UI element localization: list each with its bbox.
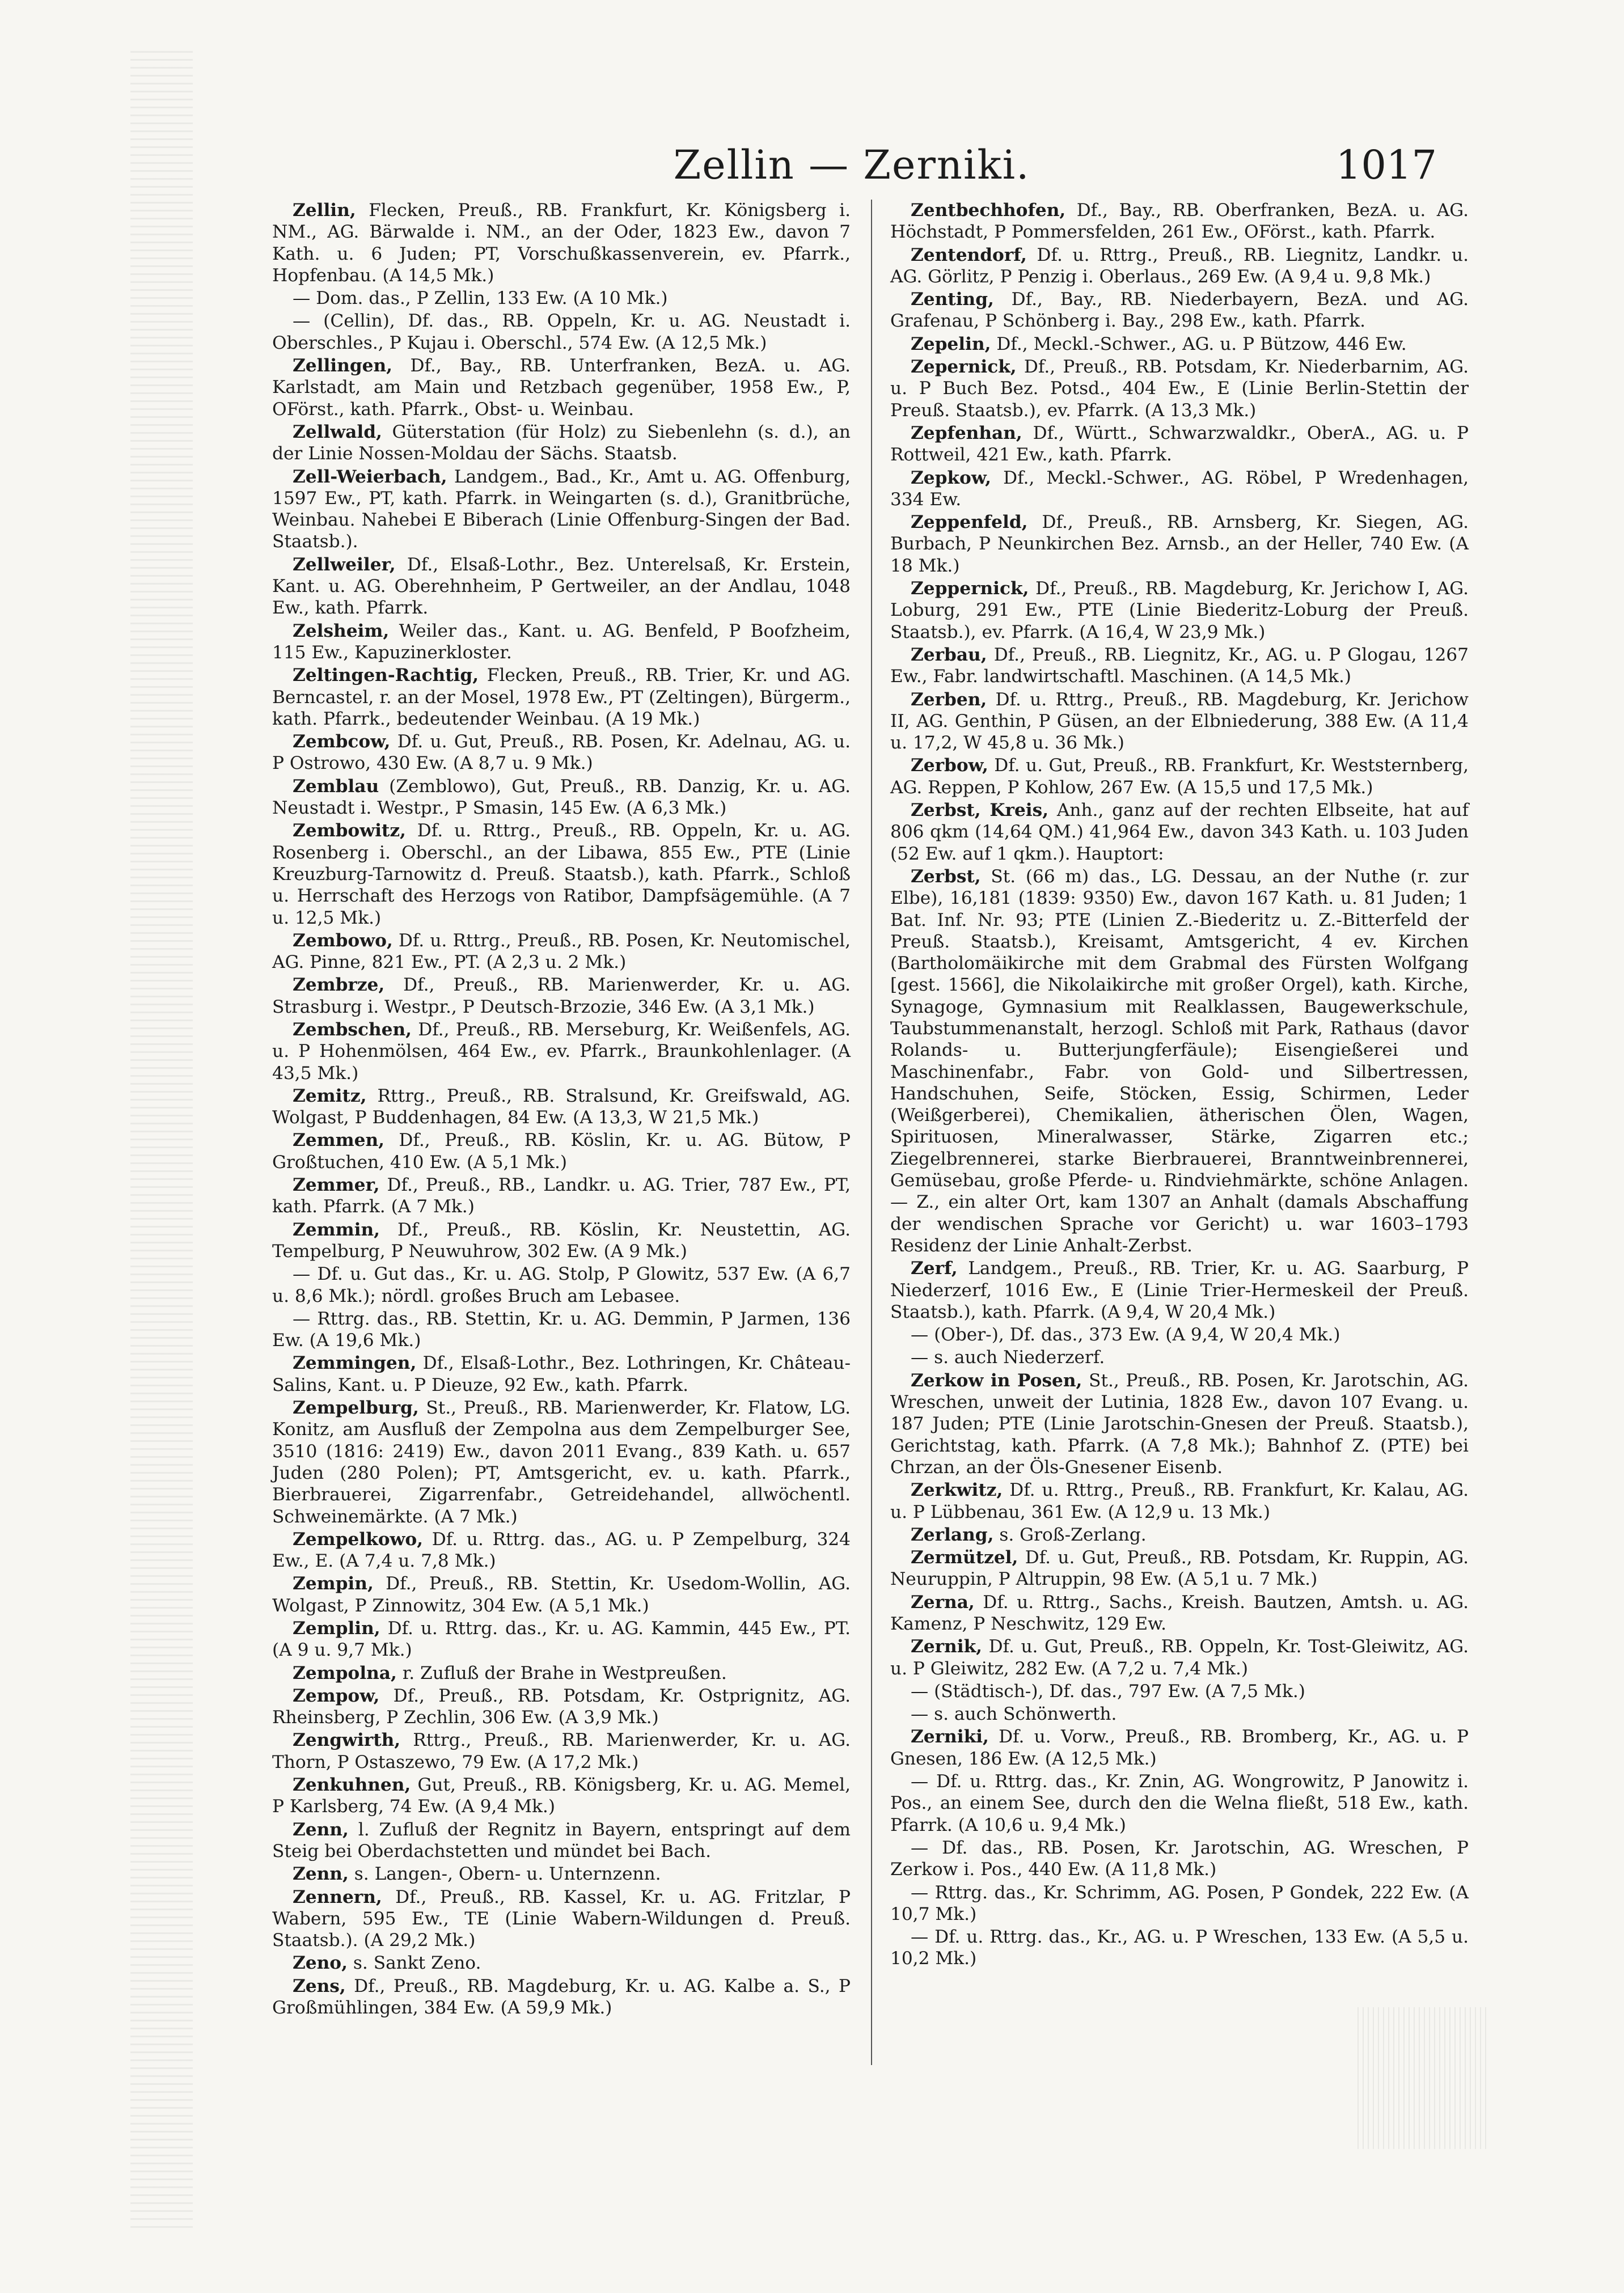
entry-text: Landgem., Preuß., RB. Trier, Kr. u. AG. Saarburg, P Niederzerf, 1016 Ew., E (Linie Trier-Hermeskeil der Preuß. Staatsb.), kath. Pfarrk. (A 9,4, W 20,4 Mk.)	[890, 1258, 1469, 1322]
entry-text: Anh., ganz auf der rechten Elbseite, hat auf 806 qkm (14,64 QM.) 41,964 Ew., davon 343 Kath. u. 103 Juden (52 Ew. auf 1 qkm.). Hauptort:	[890, 800, 1469, 864]
entry-headword: Zepelin,	[911, 333, 991, 354]
dictionary-entry	[272, 1662, 851, 1684]
entry-text: — Rttrg. das., Kr. Schrimm, AG. Posen, P Gondek, 222 Ew. (A 10,7 Mk.)	[890, 1882, 1469, 1924]
entry-headword: Zemblau	[293, 776, 379, 797]
dictionary-entry	[272, 554, 851, 619]
entry-text: Df., Preuß., RB. Kassel, Kr. u. AG. Fritzlar, P Wabern, 595 Ew., TE (Linie Wabern-Wildungen d. Preuß. Staatsb.). (A 29,2 Mk.)	[272, 1886, 851, 1951]
entry-text: r. Zufluß der Brahe in Westpreußen.	[396, 1662, 727, 1683]
entry-headword: Zempolna,	[293, 1662, 397, 1683]
entry-text: — Df. das., RB. Posen, Kr. Jarotschin, AG. Wreschen, P Zerkow i. Pos., 440 Ew. (A 11,8 Mk.)	[890, 1837, 1469, 1880]
entry-text: Df., Preuß., RB. Köslin, Kr. Neustettin, AG. Tempelburg, P Neuwuhrow, 302 Ew. (A 9 Mk.)	[272, 1219, 851, 1262]
entry-text: Flecken, Preuß., RB. Frankfurt, Kr. Königsberg i. NM., AG. Bärwalde i. NM., an der Oder, 1823 Ew., davon 7 Kath. u. 6 Juden; PT, Vorschußkassenverein, ev. Pfarrk., Hopfenbau. (A 14,5 Mk.)	[272, 200, 851, 286]
running-header	[267, 136, 1437, 198]
entry-text: Df., Elsaß-Lothr., Bez. Lothringen, Kr. Château-Salins, Kant. u. P Dieuze, 92 Ew., kath. Pfarrk.	[272, 1353, 851, 1395]
entry-text: Df., Preuß., RB. Magdeburg, Kr. u. AG. Kalbe a. S., P Großmühlingen, 384 Ew. (A 59,9 Mk.)	[272, 1975, 851, 2019]
entry-headword: Zenkuhnen,	[293, 1775, 411, 1796]
dictionary-entry	[890, 1258, 1469, 1323]
entry-headword: Zens,	[293, 1975, 346, 1996]
entry-headword: Zerf,	[911, 1258, 958, 1279]
entry-headword: Zeppenfeld,	[911, 512, 1028, 533]
entry-headword: Zerbow,	[911, 755, 988, 776]
dictionary-entry	[890, 1547, 1469, 1590]
entry-text: Df. u. Gut, Preuß., RB. Posen, Kr. Adelnau, AG. u. P Ostrowo, 430 Ew. (A 8,7 u. 9 Mk.)	[272, 731, 851, 774]
dictionary-entry	[890, 1479, 1469, 1523]
dictionary-entry	[272, 820, 851, 928]
entry-text: Df., Württ., Schwarzwaldkr., OberA., AG. u. P Rottweil, 421 Ew., kath. Pfarrk.	[890, 422, 1469, 466]
entry-text: Df. u. Rttrg., Preuß., RB. Oppeln, Kr. u. AG. Rosenberg i. Oberschl., an der Libawa, 855 Ew., PTE (Linie Kreuzburg-Tarnowitz d. Preuß. Staatsb.), kath. Pfarrk., Schloß u. Herrschaft des Herzogs von Ratibor, Dampfsägemühle. (A 7 u. 12,5 Mk.)	[272, 820, 851, 928]
dictionary-entry	[272, 1774, 851, 1818]
entry-text: Weiler das., Kant. u. AG. Benfeld, P Boofzheim, 115 Ew., Kapuzinerkloster.	[272, 620, 851, 663]
dictionary-entry	[272, 776, 851, 819]
dictionary-entry	[890, 289, 1469, 332]
dictionary-entry	[890, 1882, 1469, 1926]
entry-text: Df., Preuß., RB. Stettin, Kr. Usedom-Wollin, AG. Wolgast, P Zinnowitz, 304 Ew. (A 5,1 Mk.)	[272, 1573, 851, 1616]
entry-text: Df., Preuß., RB. Marienwerder, Kr. u. AG. Strasburg i. Westpr., P Deutsch-Brzozie, 346 Ew. (A 3,1 Mk.)	[272, 975, 851, 1017]
entry-text: — s. auch Niederzerf.	[911, 1347, 1105, 1368]
dictionary-entry	[272, 310, 851, 354]
entry-text: Df., Preuß., RB., Landkr. u. AG. Trier, 787 Ew., PT, kath. Pfarrk. (A 7 Mk.)	[272, 1175, 851, 1217]
entry-headword: Zelsheim,	[293, 620, 390, 641]
entry-text: Df., Preuß., RB. Arnsberg, Kr. Siegen, AG. Burbach, P Neunkirchen Bez. Arnsb., an der Heller, 740 Ew. (A 18 Mk.)	[890, 512, 1469, 576]
dictionary-entry	[272, 1019, 851, 1084]
entry-headword: Zeppernick,	[911, 578, 1029, 599]
dictionary-entry	[272, 200, 851, 286]
entry-headword: Zemmer,	[293, 1175, 380, 1196]
entry-headword: Zerben,	[911, 689, 987, 710]
entry-text: Df. u. Rttrg., Sachs., Kreish. Bautzen, Amtsh. u. AG. Kamenz, P Neschwitz, 129 Ew.	[890, 1592, 1469, 1634]
entry-headword: Zermützel,	[911, 1547, 1018, 1568]
entry-text: Df. u. Rttrg., Preuß., RB. Magdeburg, Kr. Jerichow II, AG. Genthin, P Güsen, an der Elbniederung, 388 Ew. (A 11,4 u. 17,2, W 45,8 u. 36 Mk.)	[890, 689, 1469, 754]
dictionary-entry	[890, 1681, 1469, 1702]
scan-smudge-artifact	[1357, 2007, 1488, 2149]
entry-text: Df. u. Gut, Preuß., RB. Oppeln, Kr. Tost-Gleiwitz, AG. u. P Gleiwitz, 282 Ew. (A 7,2 u. 7,4 Mk.)	[890, 1636, 1469, 1679]
entry-text: s. Langen-, Obern- u. Unternzenn.	[348, 1864, 661, 1885]
dictionary-entry	[272, 466, 851, 553]
dictionary-entry	[272, 1618, 851, 1661]
entry-text: — (Städtisch-), Df. das., 797 Ew. (A 7,5 Mk.)	[911, 1681, 1305, 1702]
entry-headword: Zemmen,	[293, 1130, 384, 1151]
entry-text: Güterstation (für Holz) zu Siebenlehn (s. d.), an der Linie Nossen-Moldau der Sächs. Staatsb.	[272, 421, 851, 464]
dictionary-entry	[890, 1324, 1469, 1346]
dictionary-entry	[272, 355, 851, 420]
entry-text: l. Zufluß der Regnitz in Bayern, entspringt auf dem Steig bei Oberdachstetten und mündet bei Bach.	[272, 1819, 851, 1862]
dictionary-entry	[272, 421, 851, 465]
entry-headword: Zembcow,	[293, 731, 391, 752]
dictionary-entry	[890, 1370, 1469, 1478]
entry-text: — Rttrg. das., RB. Stettin, Kr. u. AG. Demmin, P Jarmen, 136 Ew. (A 19,6 Mk.)	[272, 1308, 851, 1351]
entry-headword: Zemmin,	[293, 1219, 380, 1240]
dictionary-entry	[272, 1975, 851, 2019]
dictionary-entry	[890, 644, 1469, 688]
dictionary-entry	[272, 1819, 851, 1863]
dictionary-entry	[272, 287, 851, 309]
entry-headword: Zepfenhan,	[911, 422, 1022, 443]
dictionary-entry	[890, 1524, 1469, 1546]
entry-text: — (Cellin), Df. das., RB. Oppeln, Kr. u. AG. Neustadt i. Oberschles., P Kujau i. Oberschl., 574 Ew. (A 12,5 Mk.)	[272, 311, 851, 353]
dictionary-entry	[272, 930, 851, 974]
entry-headword: Zerniki,	[911, 1727, 989, 1748]
dictionary-entry	[890, 1837, 1469, 1881]
entry-headword: Zeltingen-Rachtig,	[293, 665, 479, 686]
dictionary-entry	[272, 974, 851, 1018]
entry-headword: Zennern,	[293, 1886, 382, 1907]
entry-headword: Zerbau,	[911, 644, 987, 665]
dictionary-entry	[890, 1347, 1469, 1368]
dictionary-entry	[272, 1352, 851, 1396]
entry-headword: Zempow,	[293, 1685, 380, 1706]
entry-text: Df. u. Rttrg., Preuß., RB. Frankfurt, Kr. Kalau, AG. u. P Lübbenau, 361 Ew. (A 12,9 u. 13 Mk.)	[890, 1480, 1469, 1522]
entry-headword: Zerbst, Kreis,	[911, 800, 1049, 821]
entry-headword: Zenn,	[293, 1819, 349, 1840]
entry-headword: Zellwald,	[293, 421, 382, 442]
entry-headword: Zeno,	[293, 1953, 348, 1974]
entry-text: — s. auch Schönwerth.	[911, 1704, 1117, 1725]
entry-headword: Zembrze,	[293, 975, 385, 996]
dictionary-entry	[890, 200, 1469, 243]
dictionary-entry	[272, 1952, 851, 1974]
dictionary-entry	[272, 1085, 851, 1129]
entry-text: Df. u. Vorw., Preuß., RB. Bromberg, Kr., AG. u. P Gnesen, 186 Ew. (A 12,5 Mk.)	[890, 1727, 1469, 1769]
dictionary-entry	[890, 1592, 1469, 1635]
entry-headword: Zernik,	[911, 1636, 983, 1657]
dictionary-entry	[272, 1573, 851, 1617]
entry-text: — Df. u. Rttrg. das., Kr., AG. u. P Wreschen, 133 Ew. (A 5,5 u. 10,2 Mk.)	[890, 1927, 1469, 1969]
entry-text: Df., Bay., RB. Unterfranken, BezA. u. AG. Karlstadt, am Main und Retzbach gegenüber, 1958 Ew., P, OFörst., kath. Pfarrk., Obst- u. Weinbau.	[272, 356, 851, 420]
entry-text: Gut, Preuß., RB. Königsberg, Kr. u. AG. Memel, P Karlsberg, 74 Ew. (A 9,4 Mk.)	[272, 1775, 851, 1817]
entry-text: s. Sankt Zeno.	[347, 1953, 481, 1974]
entry-headword: Zellweiler,	[293, 554, 396, 575]
dictionary-entry	[890, 1771, 1469, 1836]
entry-headword: Zengwirth,	[293, 1730, 401, 1751]
entry-text: Df., Bay., RB. Oberfranken, BezA. u. AG. Höchstadt, P Pommersfelden, 261 Ew., OFörst., kath. Pfarrk.	[890, 200, 1469, 243]
dictionary-entry	[272, 731, 851, 775]
dictionary-entry	[890, 1636, 1469, 1679]
entry-text: Df. u. Rttrg., Preuß., RB. Posen, Kr. Neutomischel, AG. Pinne, 821 Ew., PT. (A 2,3 u. 2 Mk.)	[272, 930, 851, 973]
dictionary-entry	[890, 356, 1469, 421]
dictionary-entry	[272, 1529, 851, 1572]
entry-text: St., Preuß., RB. Marienwerder, Kr. Flatow, LG. Konitz, am Ausfluß der Zempolna aus dem Zempelburger See, 3510 (1816: 2419) Ew., davon 2011 Evang., 839 Kath. u. 657 Juden (280 Polen); PT, Amtsgericht, ev. u. kath. Pfarrk., Bierbrauerei, Zigarrenfabr., Getreidehandel, allwöchentl. Schweinemärkte. (A 7 Mk.)	[272, 1398, 851, 1527]
entry-text: Df., Preuß., RB. Magdeburg, Kr. Jerichow I, AG. Loburg, 291 Ew., PTE (Linie Biederitz-Loburg der Preuß. Staatsb.), ev. Pfarrk. (A 16,4, W 23,9 Mk.)	[890, 578, 1469, 642]
right-column	[890, 200, 1469, 1971]
dictionary-entry	[272, 1174, 851, 1218]
dictionary-entry	[890, 755, 1469, 798]
dictionary-entry	[890, 467, 1469, 511]
dictionary-entry	[890, 1926, 1469, 1970]
dictionary-entry	[272, 620, 851, 664]
dictionary-entry	[272, 1219, 851, 1263]
entry-text: Df. u. Rttrg. das., Kr. u. AG. Kammin, 445 Ew., PT. (A 9 u. 9,7 Mk.)	[272, 1618, 851, 1661]
dictionary-entry	[272, 1685, 851, 1729]
entry-headword: Zell-Weierbach,	[293, 466, 447, 487]
entry-headword: Zempelburg,	[293, 1398, 419, 1419]
entry-text: St. (66 m) das., LG. Dessau, an der Nuthe (r. zur Elbe), 16,181 (1839: 9350) Ew., davon 167 Kath. u. 81 Juden; 1 Bat. Inf. Nr. 93; PTE (Linien Z.-Biederitz u. Z.-Bitterfeld der Preuß. Staatsb.), Kreisamt, Amtsgericht, 4 ev. Kirchen (Bartholomäikirche mit dem Grabmal des Fürsten Wolfgang [gest. 1566], die Nikolaikirche mit großer Orgel), kath. Kirche, Synagoge, Gymnasium mit Realklassen, Baugewerkschule, Taubstummenanstalt, herzogl. Schloß mit Park, Rathaus (davor Rolands- u. Butterjungferfäule); Eisengießerei und Maschinenfabr., Fabr. von Gold- und Silbertressen, Handschuhen, Seife, Stöcken, Essig, Schirmen, Leder (Weißgerberei), Chemikalien, ätherischen Ölen, Wagen, Spirituosen, Mineralwasser, Stärke, Zigarren etc.; Ziegelbrennerei, starke Bierbrauerei, Branntweinbrennerei, Gemüsebau, große Pferde- u. Rindviehmärkte, schöne Anlagen. — Z., ein alter Ort, kam 1307 an Anhalt (damals Abschaffung der wendischen Sprache vor Gericht) u. war 1603–1793 Residenz der Linie Anhalt-Zerbst.	[890, 866, 1469, 1256]
entry-text: Df., Meckl.-Schwer., AG. Röbel, P Wredenhagen, 334 Ew.	[890, 467, 1469, 510]
entry-text: Df., Preuß., RB. Potsdam, Kr. Niederbarnim, AG. u. P Buch Bez. Potsd., 404 Ew., E (Linie Berlin-Stettin der Preuß. Staatsb.), ev. Pfarrk. (A 13,3 Mk.)	[890, 357, 1469, 421]
entry-text: St., Preuß., RB. Posen, Kr. Jarotschin, AG. Wreschen, unweit der Lutinia, 1828 Ew., davon 107 Evang. u. 187 Juden; PTE (Linie Jarotschin-Gnesen der Preuß. Staatsb.), Gerichtstag, kath. Pfarrk. (A 7,8 Mk.); Bahnhof Z. (PTE) bei Chrzan, an der Öls-Gnesener Eisenb.	[890, 1370, 1469, 1478]
dictionary-entry	[890, 689, 1469, 754]
dictionary-entry	[890, 1726, 1469, 1770]
entry-headword: Zepernick,	[911, 357, 1017, 378]
scan-edge-artifact	[130, 51, 193, 2234]
entry-text: — Dom. das., P Zellin, 133 Ew. (A 10 Mk.)	[293, 288, 668, 309]
dictionary-entry	[890, 333, 1469, 355]
dictionary-entry	[272, 1397, 851, 1528]
entry-text: Df. u. Gut, Preuß., RB. Frankfurt, Kr. Weststernberg, AG. Reppen, P Kohlow, 267 Ew. (A 15,5 und 17,5 Mk.)	[890, 755, 1469, 798]
entry-headword: Zempelkowo,	[293, 1529, 424, 1550]
dictionary-entry	[890, 422, 1469, 466]
page-number: 1017	[1335, 142, 1437, 188]
entry-headword: Zerbst,	[911, 866, 981, 887]
entry-headword: Zembschen,	[293, 1019, 412, 1040]
dictionary-entry	[890, 1703, 1469, 1725]
entry-headword: Zemitz,	[293, 1085, 367, 1106]
entry-text: — Df. u. Rttrg. das., Kr. Znin, AG. Wongrowitz, P Janowitz i. Pos., an einem See, durch den die Welna fließt, 518 Ew., kath. Pfarrk. (A 10,6 u. 9,4 Mk.)	[890, 1771, 1469, 1835]
entry-headword: Zempin,	[293, 1573, 374, 1594]
dictionary-entry	[272, 1129, 851, 1173]
entry-headword: Zerna,	[911, 1592, 975, 1613]
dictionary-entry	[890, 244, 1469, 288]
entry-text: Df., Preuß., RB. Köslin, Kr. u. AG. Bütow, P Großtuchen, 410 Ew. (A 5,1 Mk.)	[272, 1130, 851, 1173]
entry-headword: Zellin,	[293, 200, 356, 221]
page-title: Zellin — Zerniki.	[673, 142, 1030, 188]
entry-headword: Zemmingen,	[293, 1353, 417, 1374]
entry-headword: Zembowo,	[293, 930, 393, 951]
entry-text: Df., Preuß., RB. Potsdam, Kr. Ostprignitz, AG. Rheinsberg, P Zechlin, 306 Ew. (A 3,9 Mk.)	[272, 1685, 851, 1728]
entry-text: Rttrg., Preuß., RB. Stralsund, Kr. Greifswald, AG. Wolgast, P Buddenhagen, 84 Ew. (A 13,3, W 21,5 Mk.)	[272, 1085, 851, 1128]
column-divider	[871, 200, 872, 2065]
entry-text: Df. u. Rttrg. das., AG. u. P Zempelburg, 324 Ew., E. (A 7,4 u. 7,8 Mk.)	[272, 1529, 851, 1572]
dictionary-entry	[272, 1863, 851, 1885]
dictionary-entry	[890, 511, 1469, 577]
dictionary-entry	[272, 1729, 851, 1773]
entry-text: Df. u. Gut, Preuß., RB. Potsdam, Kr. Ruppin, AG. Neuruppin, P Altruppin, 98 Ew. (A 5,1 u. 7 Mk.)	[890, 1547, 1469, 1590]
entry-text: Df., Meckl.-Schwer., AG. u. P Bützow, 446 Ew.	[991, 333, 1407, 354]
entry-text: Df. u. Rttrg., Preuß., RB. Liegnitz, Landkr. u. AG. Görlitz, P Penzig i. Oberlaus., 269 Ew. (A 9,4 u. 9,8 Mk.)	[890, 244, 1469, 287]
entry-headword: Zenn,	[293, 1864, 349, 1885]
dictionary-entry	[890, 866, 1469, 1257]
entry-text: Rttrg., Preuß., RB. Marienwerder, Kr. u. AG. Thorn, P Ostaszewo, 79 Ew. (A 17,2 Mk.)	[272, 1730, 851, 1772]
entry-text: Df., Elsaß-Lothr., Bez. Unterelsaß, Kr. Erstein, Kant. u. AG. Oberehnheim, P Gertweiler, an der Andlau, 1048 Ew., kath. Pfarrk.	[272, 554, 851, 619]
entry-headword: Zerlang,	[911, 1524, 994, 1545]
entry-headword: Zellingen,	[293, 356, 393, 376]
dictionary-entry	[890, 578, 1469, 643]
entry-text: s. Groß-Zerlang.	[993, 1524, 1147, 1545]
entry-headword: Zerkow in Posen,	[911, 1370, 1082, 1391]
entry-headword: Zepkow,	[911, 467, 991, 488]
entry-text: Df., Bay., RB. Niederbayern, BezA. und AG. Grafenau, P Schönberg i. Bay., 298 Ew., kath. Pfarrk.	[890, 289, 1469, 332]
dictionary-entry	[890, 799, 1469, 865]
entry-headword: Zenting,	[911, 289, 994, 310]
left-column	[272, 200, 851, 2020]
dictionary-entry	[272, 1308, 851, 1352]
dictionary-entry	[272, 1263, 851, 1307]
entry-headword: Zembowitz,	[293, 820, 406, 841]
dictionary-entry	[272, 1886, 851, 1952]
entry-text: Flecken, Preuß., RB. Trier, Kr. und AG. Berncastel, r. an der Mosel, 1978 Ew., PT (Zeltingen), Bürgerm., kath. Pfarrk., bedeutender Weinbau. (A 19 Mk.)	[272, 665, 851, 729]
entry-text: (Zemblowo), Gut, Preuß., RB. Danzig, Kr. u. AG. Neustadt i. Westpr., P Smasin, 145 Ew. (A 6,3 Mk.)	[272, 776, 851, 819]
entry-text: — Df. u. Gut das., Kr. u. AG. Stolp, P Glowitz, 537 Ew. (A 6,7 u. 8,6 Mk.); nördl. großes Bruch am Lebasee.	[272, 1264, 851, 1306]
entry-headword: Zerkwitz,	[911, 1480, 1003, 1501]
dictionary-entry	[272, 665, 851, 730]
entry-text: Df., Preuß., RB. Liegnitz, Kr., AG. u. P Glogau, 1267 Ew., Fabr. landwirtschaftl. Maschinen. (A 14,5 Mk.)	[890, 644, 1469, 687]
entry-text: Landgem., Bad., Kr., Amt u. AG. Offenburg, 1597 Ew., PT, kath. Pfarrk. in Weingarten (s. d.), Granitbrüche, Weinbau. Nahebei E Biberach (Linie Offenburg-Singen der Bad. Staatsb.).	[272, 466, 851, 552]
entry-headword: Zemplin,	[293, 1618, 380, 1639]
entry-text: Df., Preuß., RB. Merseburg, Kr. Weißenfels, AG. u. P Hohenmölsen, 464 Ew., ev. Pfarrk., Braunkohlenlager. (A 43,5 Mk.)	[272, 1019, 851, 1084]
entry-headword: Zentendorf,	[911, 244, 1027, 265]
entry-text: — (Ober-), Df. das., 373 Ew. (A 9,4, W 20,4 Mk.)	[911, 1325, 1340, 1346]
entry-headword: Zentbechhofen,	[911, 200, 1066, 221]
